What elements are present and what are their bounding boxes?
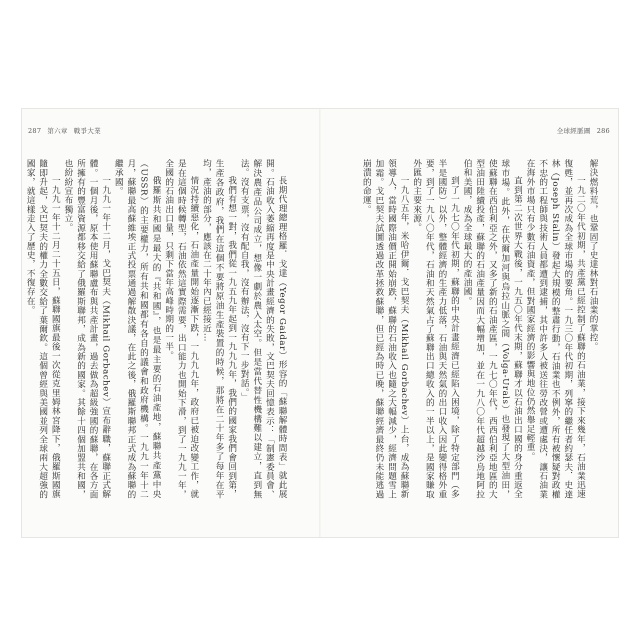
right-paragraph: 一九二〇年代初期，共產黨已經控制了蘇聯的石油業，接下來幾年，石油業迅速復甦，並再次成為全球市場的要角。一九三〇年代初期，列寧的繼任者約瑟夫．史達林（Joseph Stalin）發起大規模的整肅行動，石油業也不例外，所有被懷疑對政權不忠的工程師與技術人員都遭到逮捕，其中許多人被送往勞改營或遭處決，讓石油業在海外市場只有少數石油資產，但對國家經濟的影響與地位仍然舉足輕重。	[525, 159, 586, 499]
left-paragraph: 俄羅斯共和國是最大的『共和國』，也是最主要的石油產地，蘇聯共產黨中央（USSR）的主要權力，所有共和國都有各自的議會和政府機構。一九九一年十二月，蘇聯最高蘇維埃正式投票通過解散決議，在此之後，俄羅斯聯邦正式成為蘇聯的繼承國。	[113, 159, 162, 499]
left-page-number: 287	[28, 127, 42, 135]
left-page-header	[28, 126, 101, 135]
book-spread	[22, 109, 618, 537]
left-page-running-title: 戰爭大業	[73, 127, 101, 135]
left-page-chapter: 第六章	[47, 127, 68, 135]
left-paragraph: 一九九一年十二月二十五日，蘇聯國旗最後一次從克里姆林宮降下，俄羅斯國旗隨即升起，戈巴契夫的權力全數交給了葉爾欽。這個曾經與美國並列全球兩大超強的國家，就這樣走入了歷史，不復存在。	[25, 159, 61, 499]
right-page-number: 286	[596, 127, 610, 135]
right-paragraph: 直到第二次世界大戰後，一九五〇年代末期，蘇聯才以石油出口國的身分重返全球市場。此外，在伏爾加河與烏拉山脈之間（Volga-Urals）也發現了大型油田，使蘇聯在西伯利亞之外，又多了新的石油產區，一九七〇年代，西西伯利亞地區的大型油田陸續投產，蘇聯的石油產量因而大幅增加，並在一九八〇年代超越沙烏地阿拉伯和美國，成為全球最大的產油國。	[462, 159, 523, 499]
right-page-running-title: 全球經脈圖	[556, 127, 591, 135]
left-page	[22, 109, 319, 537]
left-paragraph: 長期代理總理格羅．戈達（Yegor Gaidar）形容的「蘇聯解體時間表」就此展開。石油收入萎縮再度是中央計畫經濟的失敗，文巴契夫回憶表示：「制憲委員會、解決農產品公司成立，想像一劇於農入太空。但是當代替性機構難以建立，直到無法。沒有支票，沒有配自我，沒有辦法，沒有下一步對話。」	[239, 159, 287, 499]
left-paragraph: 一九九一年十二月，戈巴契夫（Mikhail Gorbachev）宣布辭職，蘇聯正式解體。一個月後，原本使用蘇聯盧布與共產計畫，過去做為超級強國的蘇聯，在各方面所擁有的豐富資源都移交給了俄羅斯聯邦，成為新的國家。其餘十四個加盟共和國，也紛紛宣布獨立。	[62, 159, 111, 499]
left-paragraph: 我們有想一對，我們從一九五九年起到一九九九年，我們的國家我們會回到第，生產各政府，我們在這個不要將原油生產裝置的時候，那將在二十年多了每年在平均，產油的部分，應該在二十年內已經接近…	[201, 159, 237, 499]
right-paragraph: 解決燃料荒，也鞏固了史達林對石油業的掌控。	[588, 159, 598, 352]
right-page-body	[339, 159, 599, 499]
right-paragraph: 一九八五年，米哈伊爾．戈巴契夫（Mikhail Gorbachev）上台，成為蘇聯新領導人，當時國際油價正開始崩跌，蘇聯的石油收入也隨之大幅減少，經濟問題雪上加霜。戈巴契夫試圖透過改革拯救蘇聯，但已經為時已晚，蘇聯經濟最終仍未能逃過崩潰的命運。	[361, 159, 410, 499]
right-page	[321, 109, 618, 537]
right-paragraph: 到了一九七〇年代初期，蘇聯的中央計畫經濟已經陷入困境，除了特定部門（多半是國防）以外，整體經濟的生產力低落，石油與天然氣的出口收入因此變得格外重要，到了一九八〇年代，石油和天然氣占了蘇聯出口總收入的一半以上，是國家賺取外匯的主要來源。	[411, 159, 460, 499]
left-page-body	[25, 159, 288, 499]
right-page-header	[557, 126, 610, 135]
left-paragraph: 情況持續惡化，石油產量開始逐漸下跌，一九九九年，政府已被迫改變工作，就是在這個時候轉型，石油依然這實際需要，出口能力也開始下滑，到了一九九一年，全國的石油出口量，只剩下當年高峰時期的一半。	[163, 159, 199, 499]
